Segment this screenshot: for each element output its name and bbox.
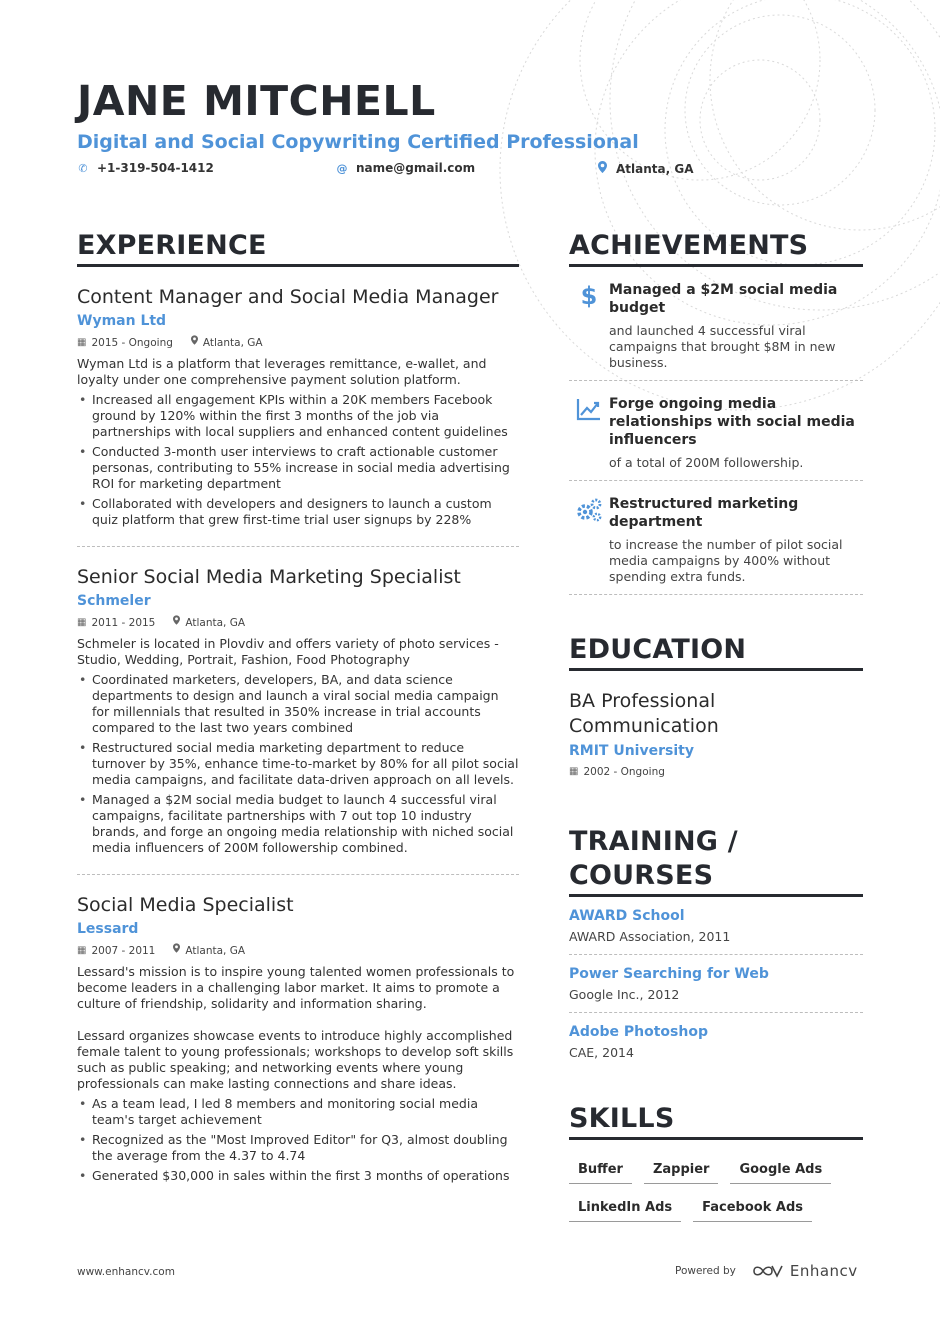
footer-website[interactable]: www.enhancv.com <box>77 1266 175 1278</box>
bullet-item: • Increased all engagement KPIs within a 20K members Facebook ground by 120% within the first 3 months of the job via partnerships with local suppliers and enhanced content guidelines <box>77 392 519 440</box>
candidate-name: JANE MITCHELL <box>77 77 436 125</box>
contact-email[interactable] <box>336 161 475 175</box>
achievement-description: to increase the number of pilot social media campaigns by 400% without spending extra funds. <box>609 537 843 584</box>
location-pin-icon <box>173 615 180 630</box>
bullet-item: • Collaborated with developers and designers to launch a custom quiz platform that grew first-time trial user signups by 228% <box>77 496 519 528</box>
education-dates: 2002 - Ongoing <box>583 766 665 778</box>
job-meta <box>77 335 519 350</box>
achievement-title: Forge ongoing media relationships with social media influencers <box>609 396 855 448</box>
bullet-item: • Coordinated marketers, developers, BA, and data science departments to design and launch a viral social media campaign for millennials that resulted in 350% increase in trial accounts compared to the last two years combined <box>77 672 519 736</box>
dollar-icon: $ <box>580 282 598 310</box>
contact-location <box>596 161 693 176</box>
achievements-heading: ACHIEVEMENTS <box>569 229 863 267</box>
job-dates: 2011 - 2015 <box>91 616 156 629</box>
job-meta <box>77 943 519 958</box>
experience-heading: EXPERIENCE <box>77 229 519 267</box>
enhancv-brand-text: Enhancv <box>789 1262 858 1280</box>
job-location: Atlanta, GA <box>185 616 246 629</box>
job-description: Lessard's mission is to inspire young talented women professionals to become leaders in a challenging labor market. It aims to promote a culture of friendship, solidarity and information sharing. <box>77 964 515 1011</box>
job-entry <box>77 267 519 547</box>
job-entry <box>77 547 519 875</box>
contact-row <box>77 161 877 181</box>
calendar-icon: ▦ <box>77 944 87 956</box>
resume-header <box>77 78 877 181</box>
powered-by-label: Powered by <box>675 1265 736 1277</box>
skill-tag: Google Ads <box>730 1158 831 1184</box>
skill-tag: Facebook Ads <box>693 1196 812 1222</box>
job-location: Atlanta, GA <box>202 336 263 349</box>
calendar-icon: ▦ <box>77 616 87 628</box>
course-name: Power Searching for Web <box>569 966 769 982</box>
course-org: Google Inc., 2012 <box>569 987 680 1002</box>
skills-section <box>569 1102 863 1222</box>
enhancv-logo[interactable] <box>752 1262 858 1280</box>
achievement-description: and launched 4 successful viral campaigns that brought $8M in new business. <box>609 323 836 370</box>
job-title: Senior Social Media Marketing Specialist <box>77 566 461 588</box>
course-name: Adobe Photoshop <box>569 1024 708 1040</box>
job-location: Atlanta, GA <box>185 944 246 957</box>
course-item <box>569 955 863 1013</box>
skill-tag: Buffer <box>569 1158 632 1184</box>
job-bullets <box>77 1096 519 1184</box>
skill-tag: LinkedIn Ads <box>569 1196 681 1222</box>
contact-phone[interactable] <box>77 161 214 175</box>
bullet-item: • Conducted 3-month user interviews to craft actionable customer personas, contributing to 55% increase in social media advertising ROI for marketing department <box>77 444 519 492</box>
job-title: Social Media Specialist <box>77 894 294 916</box>
chart-line-icon <box>569 395 609 471</box>
job-dates: 2007 - 2011 <box>91 944 156 957</box>
calendar-icon: ▦ <box>77 336 87 348</box>
bullet-item: • Generated $30,000 in sales within the first 3 months of operations <box>77 1168 519 1184</box>
training-section <box>569 825 863 1070</box>
gears-icon <box>569 495 609 585</box>
achievement-item <box>569 481 863 595</box>
calendar-icon: ▦ <box>569 766 579 777</box>
achievement-title: Managed a $2M social media budget <box>609 282 838 316</box>
skills-list <box>569 1158 863 1222</box>
company-name: Wyman Ltd <box>77 313 167 329</box>
education-heading: EDUCATION <box>569 633 863 671</box>
footer-branding <box>675 1262 858 1280</box>
company-name: Schmeler <box>77 593 151 609</box>
training-heading: TRAINING / COURSES <box>569 825 863 897</box>
skill-tag: Zappier <box>644 1158 719 1184</box>
job-description: Schmeler is located in Plovdiv and offers variety of photo services - Studio, Wedding, Portrait, Fashion, Food Photography <box>77 636 499 667</box>
education-school: RMIT University <box>569 743 694 759</box>
left-column <box>77 229 519 1202</box>
achievement-description: of a total of 200M followership. <box>609 455 804 470</box>
course-item <box>569 1013 863 1070</box>
location-pin-icon <box>173 943 180 958</box>
job-dates: 2015 - Ongoing <box>91 336 173 349</box>
course-name: AWARD School <box>569 908 685 924</box>
job-description-extra: Lessard organizes showcase events to introduce highly accomplished female talent to young professionals; workshops to develop soft skills such as public speaking; and networking events where young professionals can make lasting connections and share ideas. <box>77 1028 514 1091</box>
job-entry <box>77 875 519 1202</box>
phone-text: +1-319-504-1412 <box>97 161 214 175</box>
email-text: name@gmail.com <box>356 161 476 175</box>
achievement-item <box>569 381 863 481</box>
location-pin-icon <box>596 161 608 176</box>
location-text: Atlanta, GA <box>616 161 694 176</box>
education-meta <box>569 765 863 779</box>
course-item <box>569 897 863 955</box>
bullet-item: • Managed a $2M social media budget to launch 4 successful viral campaigns, facilitate partnerships with 7 out top 10 industry brands, and forge an ongoing media relationship with niched social media influencers of 200M followership combined. <box>77 792 519 856</box>
job-bullets <box>77 672 519 856</box>
at-icon: @ <box>336 161 348 175</box>
bullet-item: • Restructured social media marketing department to reduce turnover by 35%, enhance time-to-market by 80% for all pilot social media campaigns, and facilitate data-driven approach on all levels. <box>77 740 519 788</box>
job-meta <box>77 615 519 630</box>
achievement-title: Restructured marketing department <box>609 496 799 530</box>
enhancv-logo-icon <box>752 1263 784 1279</box>
course-org: AWARD Association, 2011 <box>569 929 731 944</box>
phone-icon: ✆ <box>78 161 88 175</box>
education-degree: BA Professional Communication <box>569 690 719 737</box>
bullet-item: • As a team lead, I led 8 members and monitoring social media team's target achievement <box>77 1096 519 1128</box>
course-org: CAE, 2014 <box>569 1045 634 1060</box>
company-name: Lessard <box>77 921 139 937</box>
candidate-title: Digital and Social Copywriting Certified Professional <box>77 131 639 153</box>
location-pin-icon <box>191 335 198 350</box>
skills-heading: SKILLS <box>569 1102 863 1140</box>
right-column <box>569 229 863 1222</box>
education-section <box>569 633 863 779</box>
job-title: Content Manager and Social Media Manager <box>77 286 499 308</box>
job-description: Wyman Ltd is a platform that leverages remittance, e-wallet, and loyalty under one comprehensive payment solution platform. <box>77 356 487 387</box>
achievement-item <box>569 267 863 381</box>
bullet-item: • Recognized as the "Most Improved Editor" for Q3, almost doubling the average from the 4.37 to 4.74 <box>77 1132 519 1164</box>
job-bullets <box>77 392 519 528</box>
